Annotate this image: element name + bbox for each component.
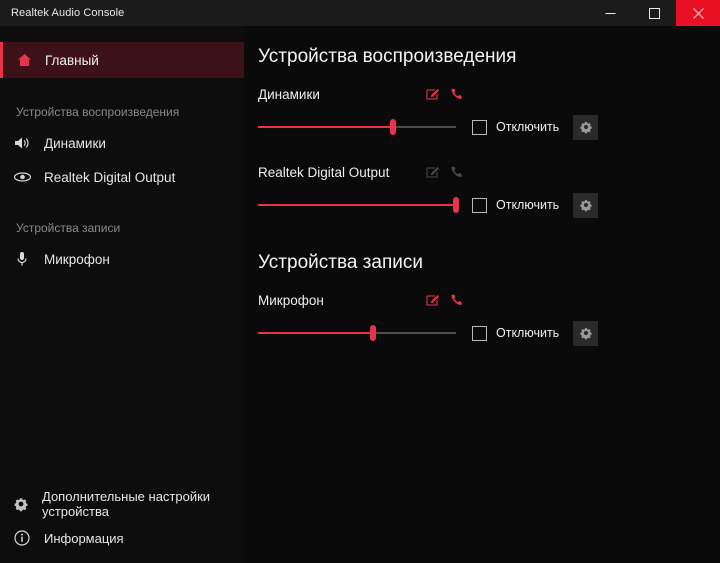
slider-fill	[258, 332, 373, 334]
mute-control[interactable]	[472, 198, 559, 213]
main-content	[244, 26, 720, 563]
sidebar-group-recording-header: Устройства записи	[16, 221, 121, 235]
mute-control[interactable]	[472, 120, 559, 135]
mute-label: Отключить	[496, 326, 560, 340]
sidebar-bottom	[0, 487, 244, 563]
slider-fill	[258, 126, 393, 128]
close-button[interactable]	[676, 0, 720, 26]
speaker-icon	[13, 136, 31, 150]
info-icon	[13, 530, 31, 546]
mute-label: Отключить	[496, 120, 560, 134]
sidebar-item-digital-output-label: Realtek Digital Output	[44, 169, 176, 185]
slider-thumb[interactable]	[390, 119, 396, 135]
edit-icon[interactable]	[426, 293, 440, 307]
phone-icon[interactable]	[450, 87, 464, 101]
sidebar	[0, 26, 244, 563]
device-name: Динамики	[258, 86, 320, 102]
device-settings-button[interactable]	[573, 321, 598, 346]
edit-icon[interactable]	[426, 165, 440, 179]
device-settings-button[interactable]	[573, 115, 598, 140]
phone-icon[interactable]	[450, 293, 464, 307]
mute-checkbox[interactable]	[472, 326, 487, 341]
mute-control[interactable]	[472, 326, 559, 341]
device-header	[258, 84, 598, 104]
device-name: Realtek Digital Output	[258, 164, 390, 180]
device-action-icons	[426, 165, 464, 179]
sidebar-item-main-label: Главный	[45, 52, 99, 68]
device-header	[258, 162, 598, 182]
section-title-recording: Устройства записи	[258, 252, 423, 273]
volume-slider[interactable]	[258, 321, 456, 345]
microphone-icon	[13, 251, 31, 267]
device-microphone	[258, 290, 598, 346]
sidebar-item-digital-output[interactable]	[0, 160, 244, 194]
device-name: Микрофон	[258, 292, 324, 308]
minimize-button[interactable]	[588, 0, 632, 26]
title-bar	[0, 0, 720, 26]
sidebar-item-speakers[interactable]	[0, 126, 244, 160]
volume-slider[interactable]	[258, 193, 456, 217]
sidebar-item-microphone[interactable]	[0, 242, 244, 276]
gear-icon	[13, 496, 29, 512]
device-speakers	[258, 84, 598, 140]
phone-icon[interactable]	[450, 165, 464, 179]
slider-thumb[interactable]	[370, 325, 376, 341]
sidebar-item-main[interactable]	[0, 42, 244, 78]
edit-icon[interactable]	[426, 87, 440, 101]
device-header	[258, 290, 598, 310]
device-settings-button[interactable]	[573, 193, 598, 218]
volume-row	[258, 320, 598, 346]
device-digital-output	[258, 162, 598, 218]
window-body	[0, 26, 720, 563]
volume-row	[258, 192, 598, 218]
slider-fill	[258, 204, 456, 206]
sidebar-item-information-label: Информация	[44, 530, 124, 546]
sidebar-item-microphone-label: Микрофон	[44, 251, 110, 267]
sidebar-group-playback-header: Устройства воспроизведения	[16, 105, 180, 119]
sidebar-item-advanced-settings[interactable]	[0, 487, 244, 521]
optical-out-icon	[13, 171, 31, 183]
section-title-playback: Устройства воспроизведения	[258, 46, 517, 67]
mute-label: Отключить	[496, 198, 560, 212]
sidebar-spacer	[0, 276, 244, 487]
mute-checkbox[interactable]	[472, 198, 487, 213]
sidebar-item-information[interactable]	[0, 521, 244, 555]
device-action-icons	[426, 87, 464, 101]
mute-checkbox[interactable]	[472, 120, 487, 135]
sidebar-item-speakers-label: Динамики	[44, 135, 106, 151]
device-action-icons	[426, 293, 464, 307]
window-title: Realtek Audio Console	[11, 7, 125, 19]
maximize-button[interactable]	[632, 0, 676, 26]
sidebar-item-advanced-settings-label: Дополнительные настройки устройства	[42, 489, 211, 519]
volume-row	[258, 114, 598, 140]
volume-slider[interactable]	[258, 115, 456, 139]
home-icon	[15, 53, 33, 67]
slider-thumb[interactable]	[453, 197, 459, 213]
